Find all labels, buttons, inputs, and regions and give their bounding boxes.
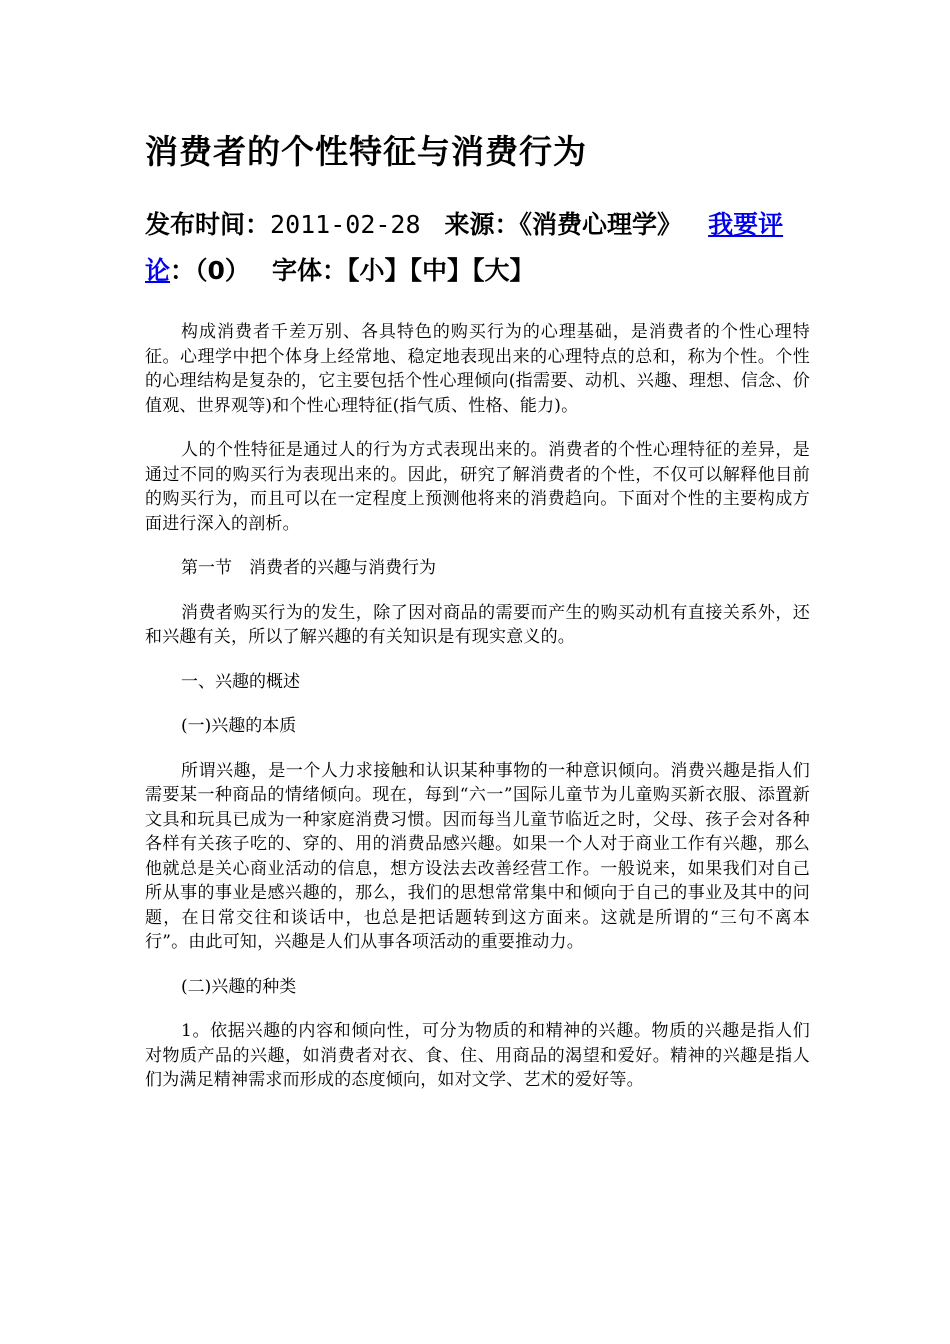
article bbox=[145, 128, 810, 1113]
source-name: 《消费心理学》 bbox=[519, 210, 683, 239]
comment-link[interactable]: 我要评论 bbox=[145, 210, 784, 285]
source-label: 来源： bbox=[444, 210, 520, 239]
subsection-heading: 一、兴趣的概述 bbox=[181, 671, 300, 692]
font-size-small-button[interactable]: 【小】 bbox=[346, 256, 410, 285]
font-size-large-button[interactable]: 【大】 bbox=[471, 256, 535, 285]
paragraph: 1。依据兴趣的内容和倾向性，可分为物质的和精神的兴趣。物质的兴趣是指人们对物质产品的兴趣，如消费者对衣、食、住、用商品的渴望和爱好。精神的兴趣是指人们为满足精神需求而形成的态度倾向，如对文学、艺术的爱好等。 bbox=[145, 1021, 810, 1090]
subsection-heading: (一)兴趣的本质 bbox=[181, 716, 297, 736]
subsection-heading: (二)兴趣的种类 bbox=[181, 976, 297, 997]
paragraph: 构成消费者千差万别、各具特色的购买行为的心理基础，是消费者的个性心理特征。心理学中把个体身上经常地、稳定地表现出来的心理特点的总和，称为个性。个性的心理结构是复杂的，它主要包括个性心理倾向(指需要、动机、兴趣、理想、信念、价值观、世界观等)和个性心理特征(指气质、性格、能力)。 bbox=[145, 322, 810, 416]
comment-separator: ： bbox=[170, 256, 196, 285]
article-title: 消费者的个性特征与消费行为 bbox=[145, 132, 587, 171]
comment-count: （0） bbox=[195, 256, 250, 285]
paragraph: 消费者购买行为的发生，除了因对商品的需要而产生的购买动机有直接关系外，还和兴趣有关，所以了解兴趣的有关知识是有现实意义的。 bbox=[145, 602, 810, 647]
paragraph: 人的个性特征是通过人的行为方式表现出来的。消费者的个性心理特征的差异，是通过不同的购买行为表现出来的。因此，研究了解消费者的个性，不仅可以解释他目前的购买行为，而且可以在一定程度上预测他将来的消费趋向。下面对个性的主要构成方面进行深入的剖析。 bbox=[145, 440, 810, 534]
article-meta bbox=[145, 202, 810, 294]
font-size-medium-button[interactable]: 【中】 bbox=[409, 256, 472, 285]
date-label: 发布时间： bbox=[145, 210, 271, 239]
article-body bbox=[145, 320, 810, 1093]
publish-date: 2011-02-28 bbox=[270, 210, 421, 239]
section-heading: 第一节 消费者的兴趣与消费行为 bbox=[181, 558, 436, 578]
font-size-label: 字体： bbox=[271, 256, 347, 285]
paragraph: 所谓兴趣，是一个人力求接触和认识某种事物的一种意识倾向。消费兴趣是指人们需要某一种商品的情绪倾向。现在，每到“六一”国际儿童节为儿童购买新衣服、添置新文具和玩具已成为一种家庭消费习惯。因而每当儿童节临近之时，父母、孩子会对各种各样有关孩子吃的、穿的、用的消费品感兴趣。如果一个人对于商业工作有兴趣，那么他就总是关心商业活动的信息，想方设法去改善经营工作。一般说来，如果我们对自己所从事的事业是感兴趣的，那么，我们的思想常常集中和倾向于自己的事业及其中的问题，在日常交往和谈话中，也总是把话题转到这方面来。这就是所谓的“三句不离本行”。由此可知，兴趣是人们从事各项活动的重要推动力。 bbox=[145, 760, 810, 952]
